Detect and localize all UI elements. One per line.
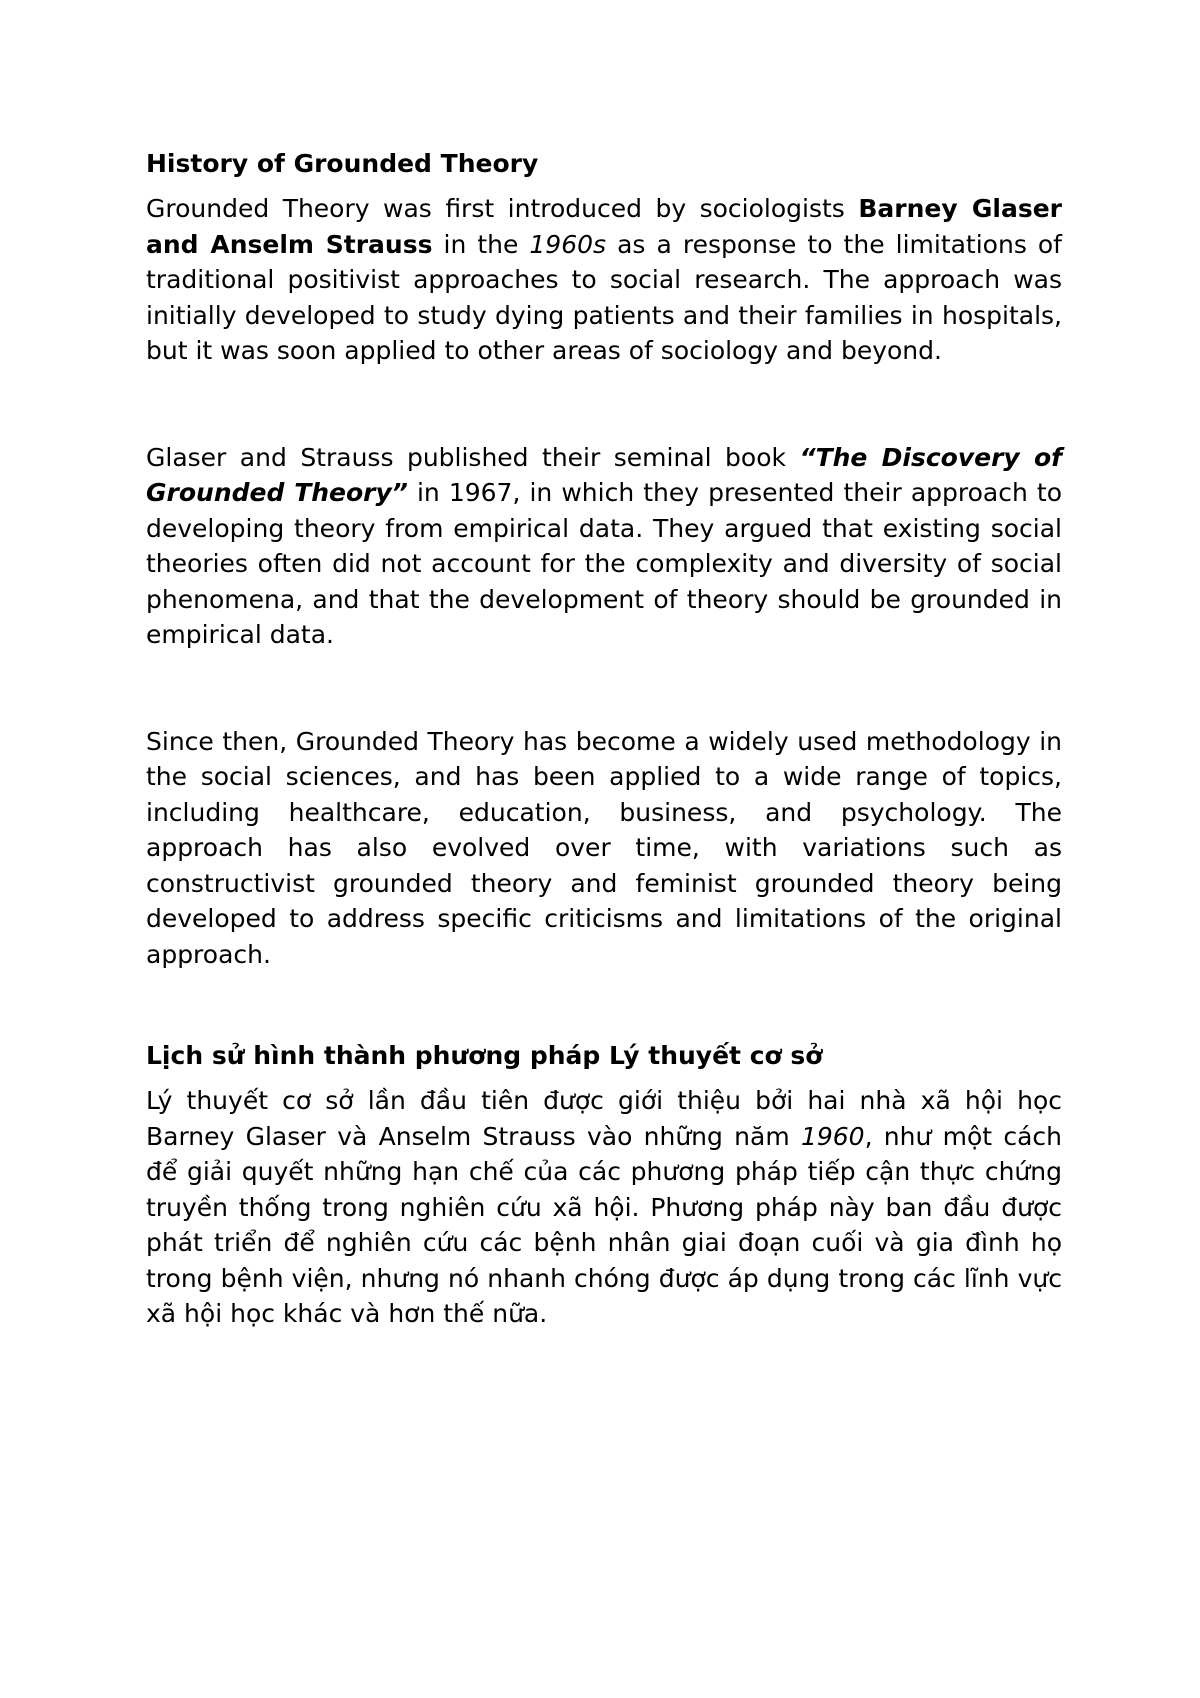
paragraph-seminal-book-text-2: in 1967, in which they presented their approach to developing theory from empirical data. They argued that existing social theories often did not account for the complexity and diversity of social phenomena, and that the development of theory should be grounded in empirical data. [146, 478, 1062, 649]
paragraph-seminal-book [146, 440, 1062, 653]
paragraph-since-then: Since then, Grounded Theory has become a widely used methodology in the social sciences, and has been applied to a wide range of topics, including healthcare, education, business, and psychology. The approach has also evolved over time, with variations such as constructivist grounded theory and feminist grounded theory being developed to address specific criticisms and limitations of the original approach. [146, 726, 1062, 969]
document-page [146, 140, 1062, 1332]
decade-italic-vi: 1960 [800, 1121, 865, 1151]
paragraph-spacer [146, 653, 1062, 724]
heading-history-en: History of Grounded Theory [146, 149, 539, 178]
paragraph-introduction-text-2: in the [432, 229, 530, 259]
paragraph-introduction-vi [146, 1083, 1062, 1332]
heading-history-vi: Lịch sử hình thành phương pháp Lý thuyết cơ sở [146, 1041, 823, 1070]
paragraph-introduction-text-1: Grounded Theory was first introduced by sociologists [146, 194, 859, 223]
decade-italic: 1960s [529, 229, 607, 259]
authors-bold: Barney Glaser and Anselm Strauss [146, 194, 1062, 259]
paragraph-introduction-vi-text-1: Lý thuyết cơ sở lần đầu tiên được giới thiệu bởi hai nhà xã hội học Barney Glaser và Anselm Strauss vào những năm [146, 1086, 1062, 1151]
book-title-bold-italic: “The Discovery of Grounded Theory” [146, 442, 1062, 507]
paragraph-seminal-book-text-1: Glaser and Strauss published their seminal book [146, 442, 800, 472]
paragraph-spacer [146, 369, 1062, 440]
paragraph-introduction-vi-text-2: , như một cách để giải quyết những hạn chế của các phương pháp tiếp cận thực chứng truyền thống trong nghiên cứu xã hội. Phương pháp này ban đầu được phát triển để nghiên cứu các bệnh nhân giai đoạn cuối và gia đình họ trong bệnh viện, nhưng nó nhanh chóng được áp dụng trong các lĩnh vực xã hội học khác và hơn thế nữa. [146, 1121, 1062, 1328]
paragraph-spacer [146, 972, 1062, 1032]
paragraph-introduction-text-3: as a response to the limitations of traditional positivist approaches to social research. The approach was initially developed to study dying patients and their families in hospitals, but it was soon applied to other areas of sociology and beyond. [146, 229, 1062, 365]
paragraph-introduction [146, 191, 1062, 369]
